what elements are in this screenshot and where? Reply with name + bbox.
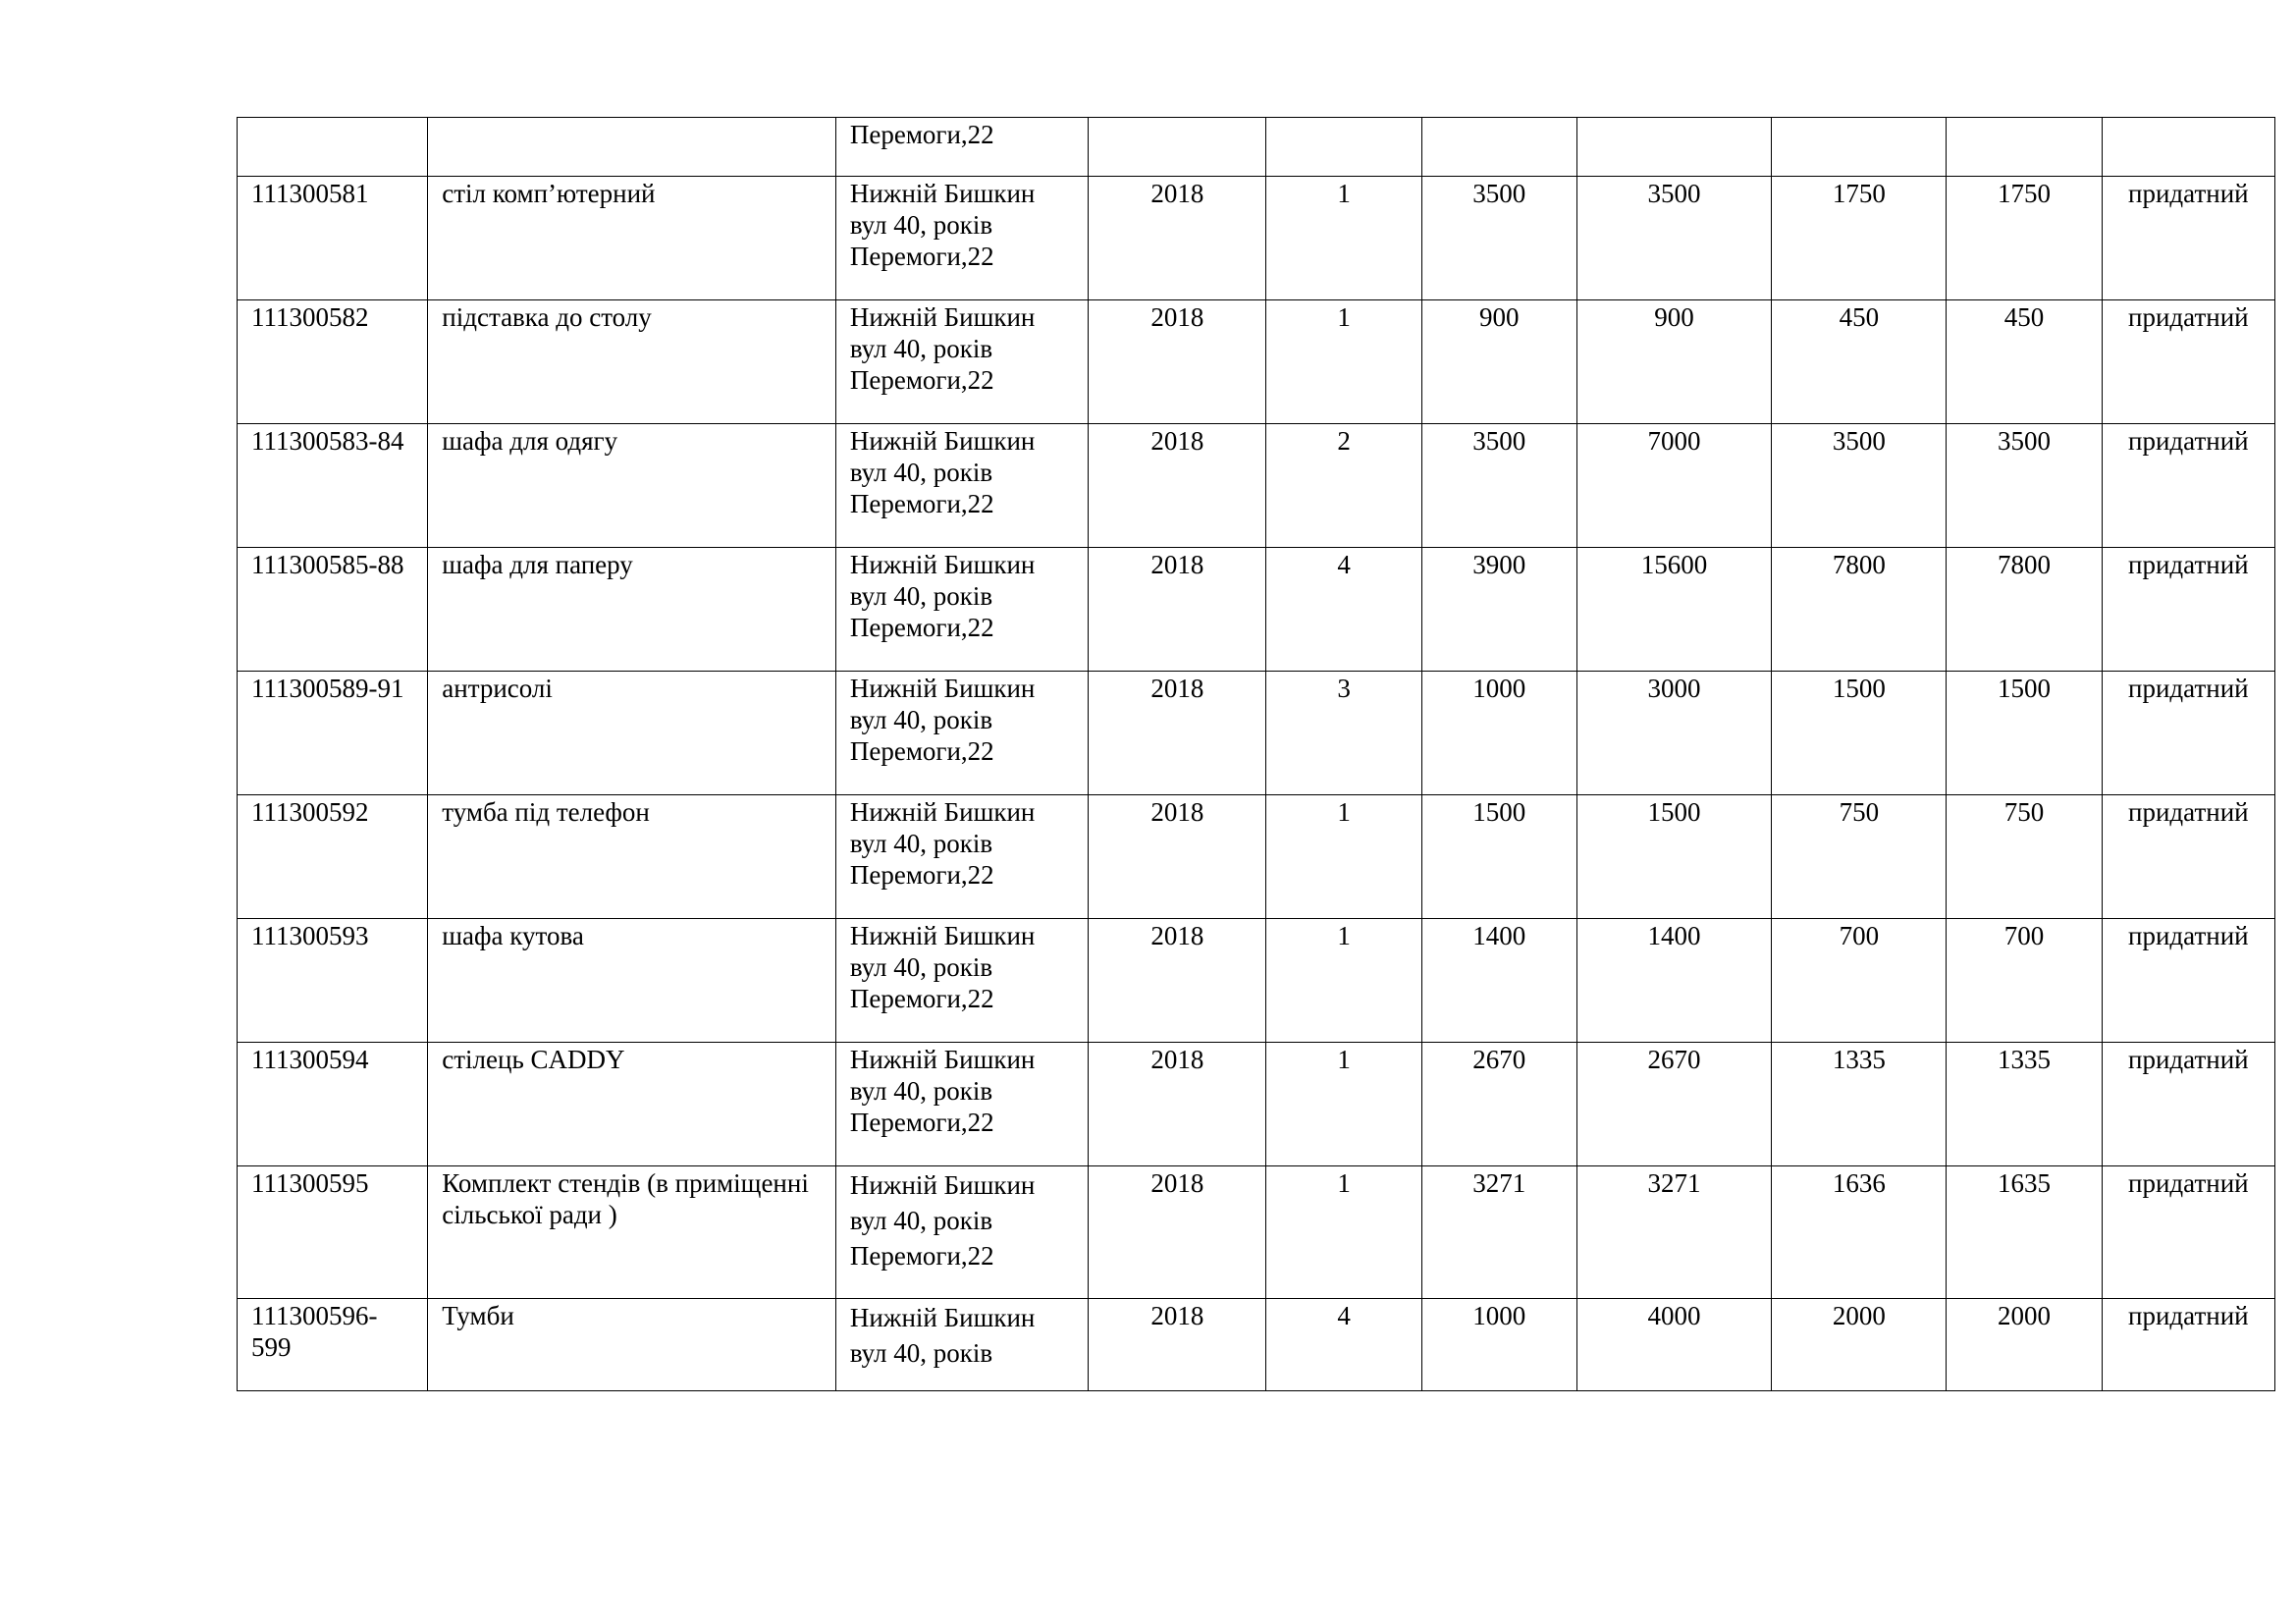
cell-qty: 2 — [1266, 424, 1421, 548]
cell-depreciation: 1750 — [1772, 177, 1947, 300]
cell-depreciation: 1500 — [1772, 672, 1947, 795]
table-row — [238, 1299, 2275, 1391]
cell-condition: придатний — [2102, 177, 2274, 300]
cell-address — [835, 672, 1088, 795]
table-row — [238, 300, 2275, 424]
cell-qty: 1 — [1266, 300, 1421, 424]
cell-address — [835, 548, 1088, 672]
address-line: Нижній Бишкин — [849, 179, 1036, 208]
address-line: вул 40, років — [849, 829, 993, 858]
cell-year — [1089, 118, 1266, 177]
cell-address — [835, 424, 1088, 548]
cell-year: 2018 — [1089, 548, 1266, 672]
address-line: вул 40, років — [849, 1338, 993, 1368]
cell-condition: придатний — [2102, 424, 2274, 548]
address-line: Нижній Бишкин — [849, 302, 1036, 332]
cell-name: стілець CADDY — [428, 1043, 836, 1166]
cell-condition: придатний — [2102, 300, 2274, 424]
cell-total: 1400 — [1576, 919, 1771, 1043]
cell-address — [835, 1043, 1088, 1166]
cell-condition: придатний — [2102, 1043, 2274, 1166]
address-line: Нижній Бишкин — [849, 1170, 1036, 1200]
address-line: Перемоги,22 — [849, 1108, 994, 1137]
address-line: вул 40, років — [849, 334, 993, 363]
cell-depreciation: 700 — [1772, 919, 1947, 1043]
address-line: Нижній Бишкин — [849, 1303, 1036, 1332]
cell-name: шафа для одягу — [428, 424, 836, 548]
cell-qty — [1266, 118, 1421, 177]
cell-code: 111300589-91 — [238, 672, 428, 795]
table-row — [238, 1166, 2275, 1299]
cell-qty: 1 — [1266, 1166, 1421, 1299]
cell-depreciation: 2000 — [1772, 1299, 1947, 1391]
address-line: вул 40, років — [849, 581, 993, 611]
address-line: Перемоги,22 — [849, 489, 994, 518]
cell-price: 3500 — [1421, 177, 1576, 300]
cell-condition: придатний — [2102, 1299, 2274, 1391]
address-line: Нижній Бишкин — [849, 674, 1036, 703]
cell-total: 15600 — [1576, 548, 1771, 672]
address-line: Нижній Бишкин — [849, 426, 1036, 456]
cell-depreciation: 3500 — [1772, 424, 1947, 548]
address-line: вул 40, років — [849, 458, 993, 487]
cell-total: 7000 — [1576, 424, 1771, 548]
cell-price: 1000 — [1421, 1299, 1576, 1391]
address-line: Перемоги,22 — [849, 736, 994, 766]
cell-depreciation — [1772, 118, 1947, 177]
cell-total: 3500 — [1576, 177, 1771, 300]
cell-address — [835, 1299, 1088, 1391]
address-line: Перемоги,22 — [849, 984, 994, 1013]
cell-name: підставка до столу — [428, 300, 836, 424]
address-line: Перемоги,22 — [849, 613, 994, 642]
cell-price: 1000 — [1421, 672, 1576, 795]
address-line: Нижній Бишкин — [849, 921, 1036, 950]
cell-price: 3271 — [1421, 1166, 1576, 1299]
cell-total: 900 — [1576, 300, 1771, 424]
table-row — [238, 424, 2275, 548]
cell-address — [835, 795, 1088, 919]
cell-code: 111300593 — [238, 919, 428, 1043]
address-line: Нижній Бишкин — [849, 550, 1036, 579]
cell-price: 3500 — [1421, 424, 1576, 548]
cell-year: 2018 — [1089, 424, 1266, 548]
cell-code: 111300582 — [238, 300, 428, 424]
cell-address — [835, 300, 1088, 424]
cell-name: антрисолі — [428, 672, 836, 795]
cell-address — [835, 1166, 1088, 1299]
cell-condition — [2102, 118, 2274, 177]
cell-qty: 4 — [1266, 548, 1421, 672]
cell-price: 900 — [1421, 300, 1576, 424]
cell-residual — [1947, 118, 2102, 177]
cell-depreciation: 450 — [1772, 300, 1947, 424]
address-line: Перемоги,22 — [849, 120, 994, 149]
cell-total — [1576, 118, 1771, 177]
cell-address — [835, 118, 1088, 177]
cell-qty: 1 — [1266, 919, 1421, 1043]
cell-depreciation: 7800 — [1772, 548, 1947, 672]
cell-code: 111300596-599 — [238, 1299, 428, 1391]
cell-code: 111300595 — [238, 1166, 428, 1299]
table-row — [238, 177, 2275, 300]
table-row — [238, 795, 2275, 919]
cell-price: 3900 — [1421, 548, 1576, 672]
cell-price: 1500 — [1421, 795, 1576, 919]
cell-year: 2018 — [1089, 177, 1266, 300]
table-row — [238, 672, 2275, 795]
cell-price: 1400 — [1421, 919, 1576, 1043]
table-row — [238, 1043, 2275, 1166]
cell-residual: 700 — [1947, 919, 2102, 1043]
cell-name: шафа для паперу — [428, 548, 836, 672]
cell-name: Комплект стендів (в приміщенні сільської ради ) — [428, 1166, 836, 1299]
cell-total: 3000 — [1576, 672, 1771, 795]
address-line: Перемоги,22 — [849, 1241, 994, 1271]
cell-condition: придатний — [2102, 795, 2274, 919]
cell-name: стіл комп’ютерний — [428, 177, 836, 300]
cell-condition: придатний — [2102, 919, 2274, 1043]
cell-address — [835, 177, 1088, 300]
cell-code: 111300585-88 — [238, 548, 428, 672]
cell-depreciation: 1335 — [1772, 1043, 1947, 1166]
cell-qty: 3 — [1266, 672, 1421, 795]
cell-code: 111300583-84 — [238, 424, 428, 548]
cell-residual: 7800 — [1947, 548, 2102, 672]
cell-total: 2670 — [1576, 1043, 1771, 1166]
cell-name: шафа кутова — [428, 919, 836, 1043]
cell-code: 111300592 — [238, 795, 428, 919]
address-line: Перемоги,22 — [849, 860, 994, 890]
cell-year: 2018 — [1089, 300, 1266, 424]
cell-price — [1421, 118, 1576, 177]
address-line: Перемоги,22 — [849, 365, 994, 395]
cell-residual: 750 — [1947, 795, 2102, 919]
cell-residual: 450 — [1947, 300, 2102, 424]
cell-qty: 1 — [1266, 177, 1421, 300]
cell-total: 4000 — [1576, 1299, 1771, 1391]
cell-total: 3271 — [1576, 1166, 1771, 1299]
cell-qty: 1 — [1266, 795, 1421, 919]
address-line: вул 40, років — [849, 210, 993, 240]
cell-condition: придатний — [2102, 1166, 2274, 1299]
cell-residual: 3500 — [1947, 424, 2102, 548]
cell-code: 111300581 — [238, 177, 428, 300]
cell-year: 2018 — [1089, 919, 1266, 1043]
cell-year: 2018 — [1089, 1043, 1266, 1166]
cell-residual: 1750 — [1947, 177, 2102, 300]
cell-code — [238, 118, 428, 177]
address-line: Перемоги,22 — [849, 242, 994, 271]
cell-address — [835, 919, 1088, 1043]
cell-condition: придатний — [2102, 672, 2274, 795]
cell-residual: 1635 — [1947, 1166, 2102, 1299]
table-row — [238, 919, 2275, 1043]
cell-year: 2018 — [1089, 1166, 1266, 1299]
inventory-table — [237, 117, 2275, 1391]
cell-year: 2018 — [1089, 795, 1266, 919]
cell-residual: 1500 — [1947, 672, 2102, 795]
inventory-table-body — [238, 118, 2275, 1391]
cell-qty: 1 — [1266, 1043, 1421, 1166]
table-row-continuation — [238, 118, 2275, 177]
address-line: вул 40, років — [849, 952, 993, 982]
cell-price: 2670 — [1421, 1043, 1576, 1166]
cell-year: 2018 — [1089, 1299, 1266, 1391]
cell-depreciation: 750 — [1772, 795, 1947, 919]
cell-name: Тумби — [428, 1299, 836, 1391]
cell-residual: 1335 — [1947, 1043, 2102, 1166]
address-line: вул 40, років — [849, 1076, 993, 1106]
cell-year: 2018 — [1089, 672, 1266, 795]
cell-name: тумба під телефон — [428, 795, 836, 919]
cell-name — [428, 118, 836, 177]
cell-condition: придатний — [2102, 548, 2274, 672]
cell-depreciation: 1636 — [1772, 1166, 1947, 1299]
cell-total: 1500 — [1576, 795, 1771, 919]
cell-residual: 2000 — [1947, 1299, 2102, 1391]
cell-code: 111300594 — [238, 1043, 428, 1166]
address-line: вул 40, років — [849, 1206, 993, 1235]
cell-qty: 4 — [1266, 1299, 1421, 1391]
address-line: вул 40, років — [849, 705, 993, 734]
table-row — [238, 548, 2275, 672]
address-line: Нижній Бишкин — [849, 797, 1036, 827]
address-line: Нижній Бишкин — [849, 1045, 1036, 1074]
